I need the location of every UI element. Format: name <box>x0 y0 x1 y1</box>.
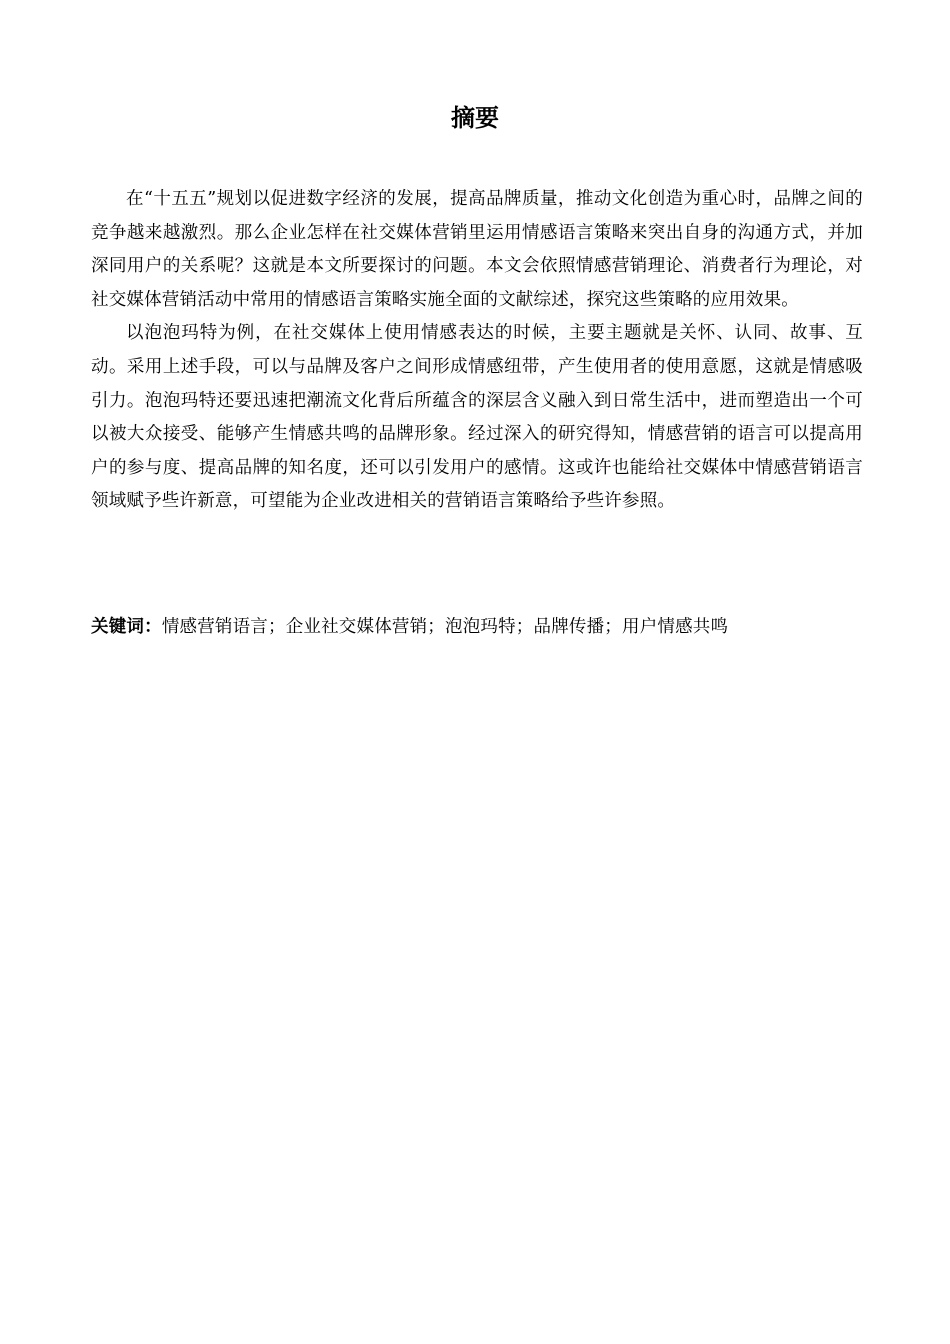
keywords-list: 情感营销语言；企业社交媒体营销；泡泡玛特；品牌传播；用户情感共鸣 <box>161 617 729 637</box>
abstract-paragraph-2: 以泡泡玛特为例，在社交媒体上使用情感表达的时候，主要主题就是关怀、认同、故事、互动。采用上述手段，可以与品牌及客户之间形成情感纽带，产生使用者的使用意愿，这就是情感吸引力。泡泡玛特还要迅速把潮流文化背后所蕴含的深层含义融入到日常生活中，进而塑造出一个可以被大众接受、能够产生情感共鸣的品牌形象。经过深入的研究得知，情感营销的语言可以提高用户的参与度、提高品牌的知名度，还可以引发用户的感情。这或许也能给社交媒体中情感营销语言领域赋予些许新意，可望能为企业改进相关的营销语言策略给予些许参照。 <box>91 323 863 512</box>
abstract-paragraph-1: 在“十五五”规划以促进数字经济的发展，提高品牌质量，推动文化创造为重心时，品牌之间的竞争越来越激烈。那么企业怎样在社交媒体营销里运用情感语言策略来突出自身的沟通方式，并加深同用户的关系呢？这就是本文所要探讨的问题。本文会依照情感营销理论、消费者行为理论，对社交媒体营销活动中常用的情感语言策略实施全面的文献综述，探究这些策略的应用效果。 <box>91 189 863 310</box>
keywords-line <box>91 611 863 645</box>
abstract-title: 摘要 <box>451 104 499 132</box>
abstract-body <box>91 183 863 519</box>
keywords-label: 关键词： <box>91 617 162 637</box>
